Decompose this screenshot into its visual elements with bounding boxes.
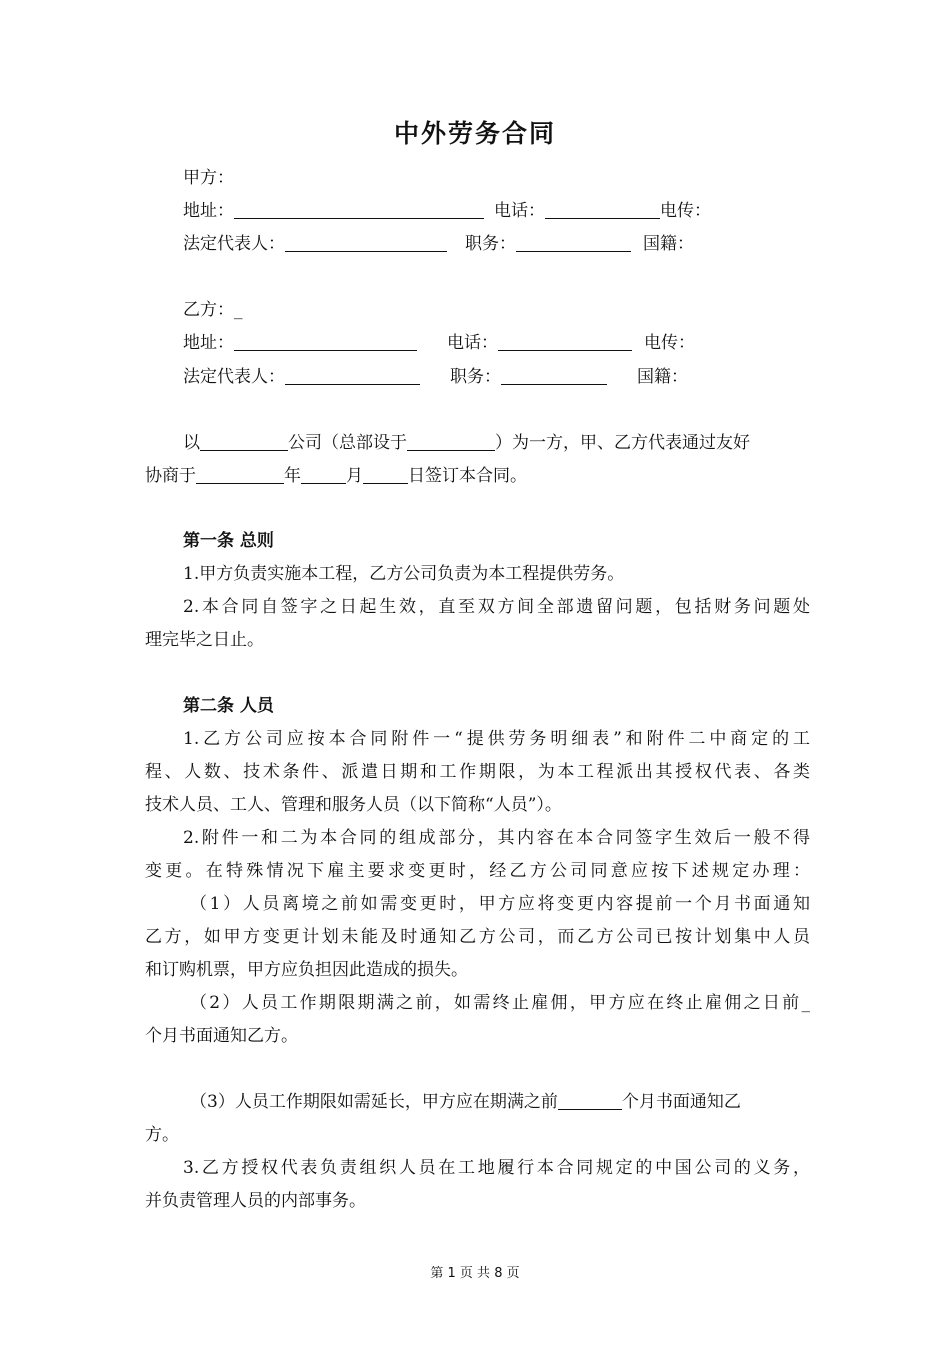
months-blank — [558, 1091, 622, 1110]
party-a-rep-label: 法定代表人： — [183, 234, 285, 254]
party-b-rep-label: 法定代表人： — [183, 367, 285, 387]
intro-text: 公司（总部设于 — [288, 433, 407, 453]
article-2-line: （2）人员工作期限期满之前，如需终止雇佣，甲方应在终止雇佣之日前_ — [190, 993, 810, 1013]
article-2-line: 3.乙方授权代表负责组织人员在工地履行本合同规定的中国公司的义务， — [183, 1158, 810, 1178]
article-2-line: 个月书面通知乙方。 — [145, 1026, 298, 1046]
party-a-position-label: 职务： — [465, 234, 516, 254]
intro-text: 年 — [284, 466, 301, 486]
party-b-nationality-label: 国籍： — [637, 367, 688, 387]
article-1-heading: 第一条 总则 — [183, 531, 274, 551]
article-2-line: 1.乙方公司应按本合同附件一“提供劳务明细表”和附件二中商定的工 — [183, 729, 810, 749]
year-blank — [196, 465, 284, 484]
day-blank — [363, 465, 408, 484]
intro-text: 月 — [346, 466, 363, 486]
party-a-phone-blank — [545, 200, 660, 219]
intro-text: 日签订本合同。 — [408, 466, 527, 486]
article-2-line: 并负责管理人员的内部事务。 — [145, 1191, 366, 1211]
party-b-phone-label: 电话： — [447, 333, 498, 353]
party-a-address-label: 地址： — [183, 201, 234, 221]
article-2-text: 个月书面通知乙 — [621, 1092, 741, 1112]
party-a-contact-line — [183, 200, 810, 222]
intro-text: ）为一方，甲、乙方代表通过友好 — [495, 433, 750, 453]
intro-text: 协商于 — [145, 466, 196, 486]
company-blank — [200, 432, 288, 451]
article-2-line: 变更。在特殊情况下雇主要求变更时，经乙方公司同意应按下述规定办理： — [145, 861, 810, 881]
party-b-position-blank — [501, 366, 607, 385]
party-b-position-label: 职务： — [450, 367, 501, 387]
party-b-contact-line — [183, 332, 810, 354]
month-blank — [301, 465, 346, 484]
party-b-label: 乙方： — [183, 300, 234, 320]
article-2-line: 和订购机票，甲方应负担因此造成的损失。 — [145, 960, 468, 980]
document-title: 中外劳务合同 — [393, 119, 556, 148]
article-1-line: 2.本合同自签字之日起生效，直至双方间全部遗留问题，包括财务问题处 — [183, 597, 810, 617]
article-2-heading: 第二条 人员 — [183, 696, 274, 716]
article-2-line: （1）人员离境之前如需变更时，甲方应将变更内容提前一个月书面通知 — [190, 894, 810, 914]
party-a-address-blank — [234, 200, 484, 219]
article-1-line: 理完毕之日止。 — [145, 630, 264, 650]
party-a-rep-blank — [285, 233, 447, 252]
party-a-line — [183, 167, 810, 189]
article-2-line: 技术人员、工人、管理和服务人员（以下简称“人员”）。 — [145, 795, 562, 815]
party-a-position-blank — [516, 233, 631, 252]
party-a-fax-label: 电传： — [660, 201, 711, 221]
party-b-fax-label: 电传： — [644, 333, 695, 353]
party-b-line — [183, 299, 810, 321]
party-b-address-label: 地址： — [183, 333, 234, 353]
article-2-line — [190, 1091, 810, 1113]
party-a-rep-line — [183, 233, 810, 255]
article-2-text: （3）人员工作期限如需延长，甲方应在期满之前 — [190, 1092, 558, 1112]
intro-line-1 — [183, 432, 810, 454]
intro-line-2 — [145, 465, 810, 487]
party-a-phone-label: 电话： — [494, 201, 545, 221]
party-b-address-blank — [234, 332, 417, 351]
party-b-blank: _ — [234, 300, 243, 320]
party-b-rep-blank — [285, 366, 420, 385]
article-2-line: 方。 — [145, 1125, 179, 1145]
party-b-phone-blank — [498, 332, 632, 351]
intro-text: 以 — [183, 433, 200, 453]
article-2-line: 2.附件一和二为本合同的组成部分，其内容在本合同签字生效后一般不得 — [183, 828, 810, 848]
page-footer: 第 1 页 共 8 页 — [430, 1266, 520, 1281]
article-2-line: 乙方，如甲方变更计划未能及时通知乙方公司，而乙方公司已按计划集中人员 — [145, 927, 810, 947]
party-a-label: 甲方： — [183, 168, 234, 188]
party-b-rep-line — [183, 366, 810, 388]
article-2-line: 程、人数、技术条件、派遣日期和工作期限，为本工程派出其授权代表、各类 — [145, 762, 810, 782]
article-1-line: 1.甲方负责实施本工程，乙方公司负责为本工程提供劳务。 — [183, 564, 625, 584]
party-a-nationality-label: 国籍： — [643, 234, 694, 254]
headquarters-blank — [407, 432, 495, 451]
